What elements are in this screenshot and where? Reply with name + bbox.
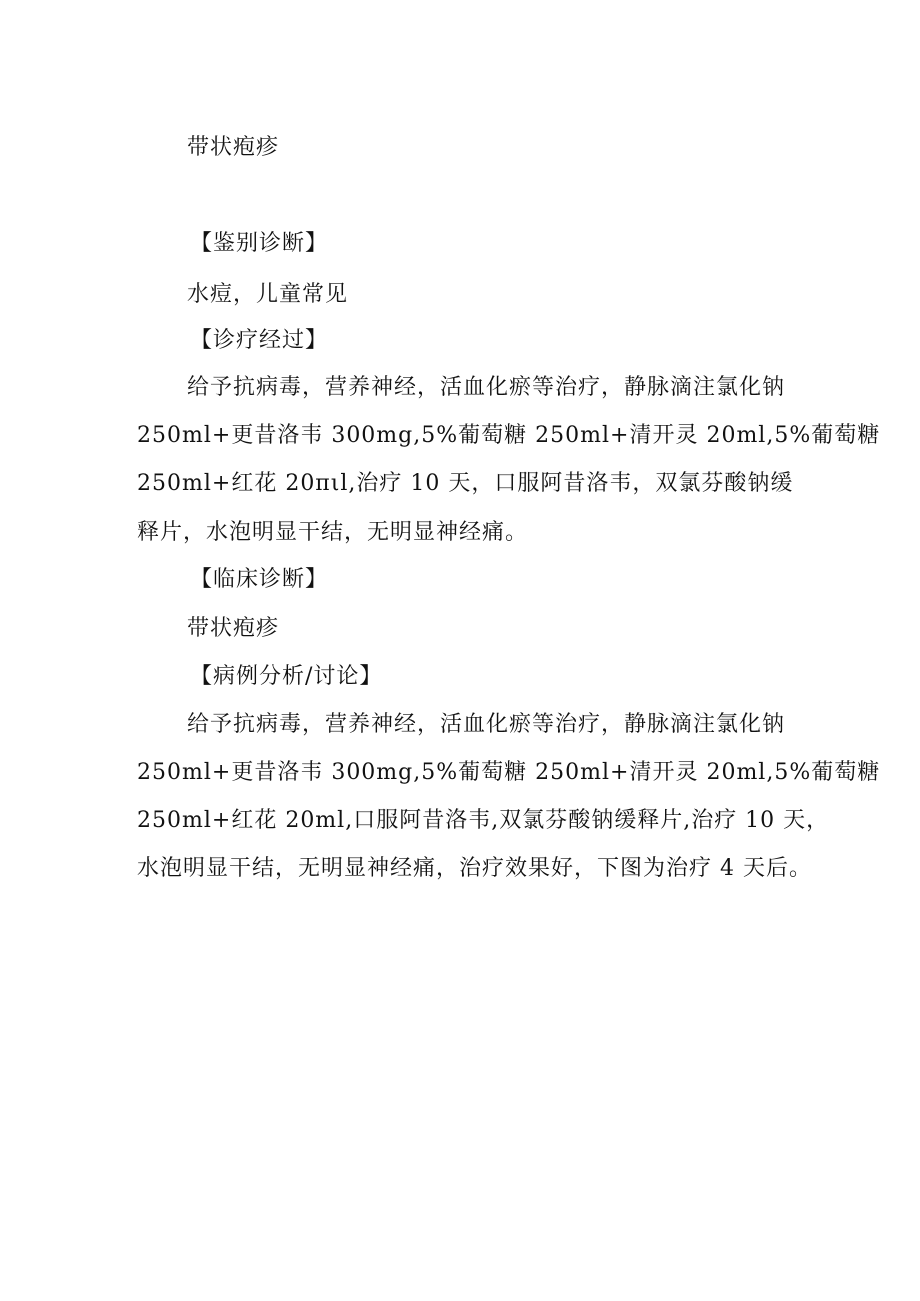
clinical-diagnosis-text: 带状疱疹 (187, 616, 280, 641)
treatment-course-line: 释片，水泡明显干结，无明显神经痛。 (137, 520, 529, 545)
heading-case-analysis: 【病例分析/讨论】 (190, 664, 383, 689)
treatment-course-line: 250ml+红花 20πιl,治疗 10 天，口服阿昔洛韦，双氯芬酸钠缓 (137, 471, 794, 496)
heading-differential-diagnosis: 【鉴别诊断】 (190, 231, 329, 256)
heading-clinical-diagnosis: 【临床诊断】 (190, 567, 329, 592)
case-analysis-line: 水泡明显干结，无明显神经痛，治疗效果好，下图为治疗 4 天后。 (137, 856, 812, 881)
case-analysis-line: 250ml+更昔洛韦 300mg,5%葡萄糖 250ml+清开灵 20ml,5%葡萄糖 (137, 760, 881, 785)
heading-treatment-course: 【诊疗经过】 (190, 328, 329, 353)
treatment-course-line: 250ml+更昔洛韦 300mg,5%葡萄糖 250ml+清开灵 20ml,5%葡萄糖 (137, 423, 881, 448)
case-analysis-line: 250ml+红花 20ml,口服阿昔洛韦,双氯芬酸钠缓释片,治疗 10 天， (137, 808, 830, 833)
case-analysis-line: 给予抗病毒，营养神经，活血化瘀等治疗，静脉滴注氯化钠 (187, 712, 786, 737)
treatment-course-line: 给予抗病毒，营养神经，活血化瘀等治疗，静脉滴注氯化钠 (187, 375, 786, 400)
diagnosis-text: 带状疱疹 (187, 135, 280, 160)
differential-diagnosis-text: 水痘，儿童常见 (187, 282, 349, 307)
